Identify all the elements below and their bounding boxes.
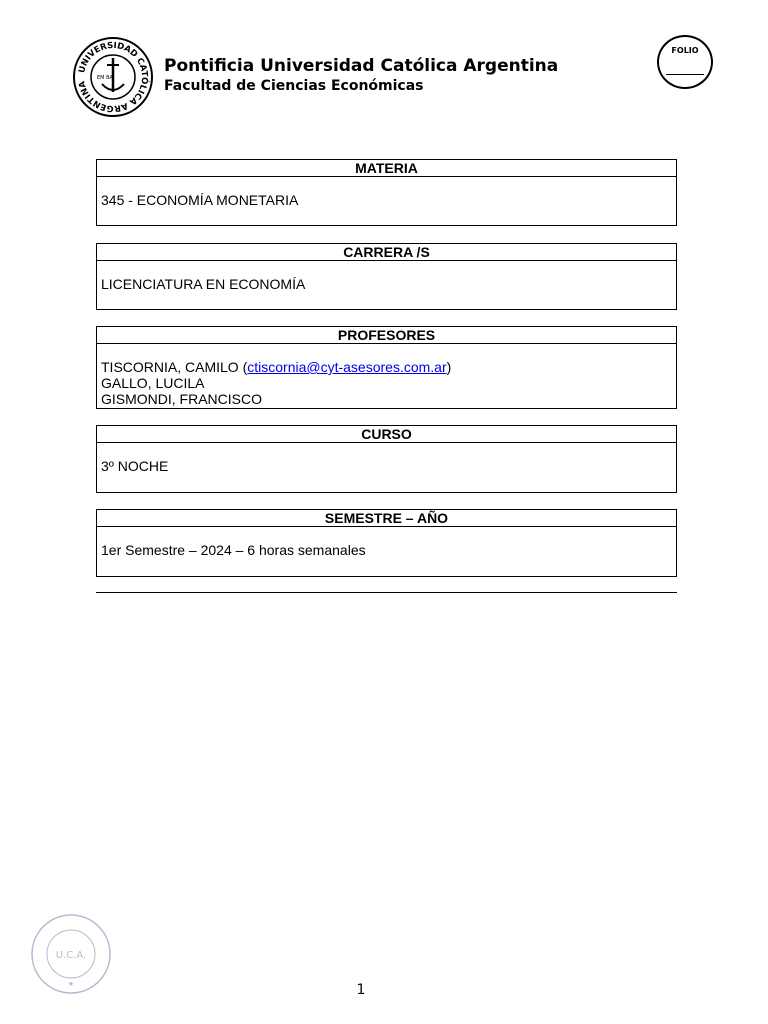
section-heading: CURSO <box>97 426 676 443</box>
folio-line <box>666 74 704 75</box>
logo-initials: EM BA <box>97 75 113 81</box>
section-semestre <box>96 509 677 577</box>
svg-text:★: ★ <box>67 980 75 988</box>
professor-email-link[interactable]: ctiscornia@cyt-asesores.com.ar <box>247 359 447 375</box>
university-logo <box>72 36 154 118</box>
section-profesores <box>96 326 677 409</box>
semestre-value: 1er Semestre – 2024 – 6 horas semanales <box>101 542 366 558</box>
professor-name: GISMONDI, FRANCISCO <box>101 391 263 407</box>
page-number: 1 <box>356 982 366 998</box>
materia-value: 345 - ECONOMÍA MONETARIA <box>101 192 299 208</box>
curso-value: 3º NOCHE <box>101 458 169 474</box>
section-heading: MATERIA <box>97 160 676 177</box>
section-materia <box>96 159 677 226</box>
section-heading: CARRERA /S <box>97 244 676 261</box>
section-carrera <box>96 243 677 310</box>
section-heading: PROFESORES <box>97 327 676 344</box>
carrera-value: LICENCIATURA EN ECONOMÍA <box>101 276 306 292</box>
folio-label: FOLIO <box>671 46 699 55</box>
section-curso <box>96 425 677 493</box>
professor-row: TISCORNIA, CAMILO (ctiscornia@cyt-asesores.com.ar) <box>101 359 452 375</box>
professor-name: GALLO, LUCILA <box>101 375 205 391</box>
profesores-list <box>97 344 676 407</box>
university-title: Pontificia Universidad Católica Argentina <box>164 56 559 76</box>
folio-box <box>657 35 713 89</box>
faculty-subtitle: Facultad de Ciencias Económicas <box>164 78 424 94</box>
section-heading: SEMESTRE – AÑO <box>97 510 676 527</box>
professor-name: TISCORNIA, CAMILO <box>101 359 239 375</box>
stamp-text: U.C.A. <box>55 950 87 961</box>
horizontal-rule <box>96 592 677 593</box>
logo-ring-text: UNIVERSIDAD CATÓLICA ARGENTINA <box>77 40 150 114</box>
